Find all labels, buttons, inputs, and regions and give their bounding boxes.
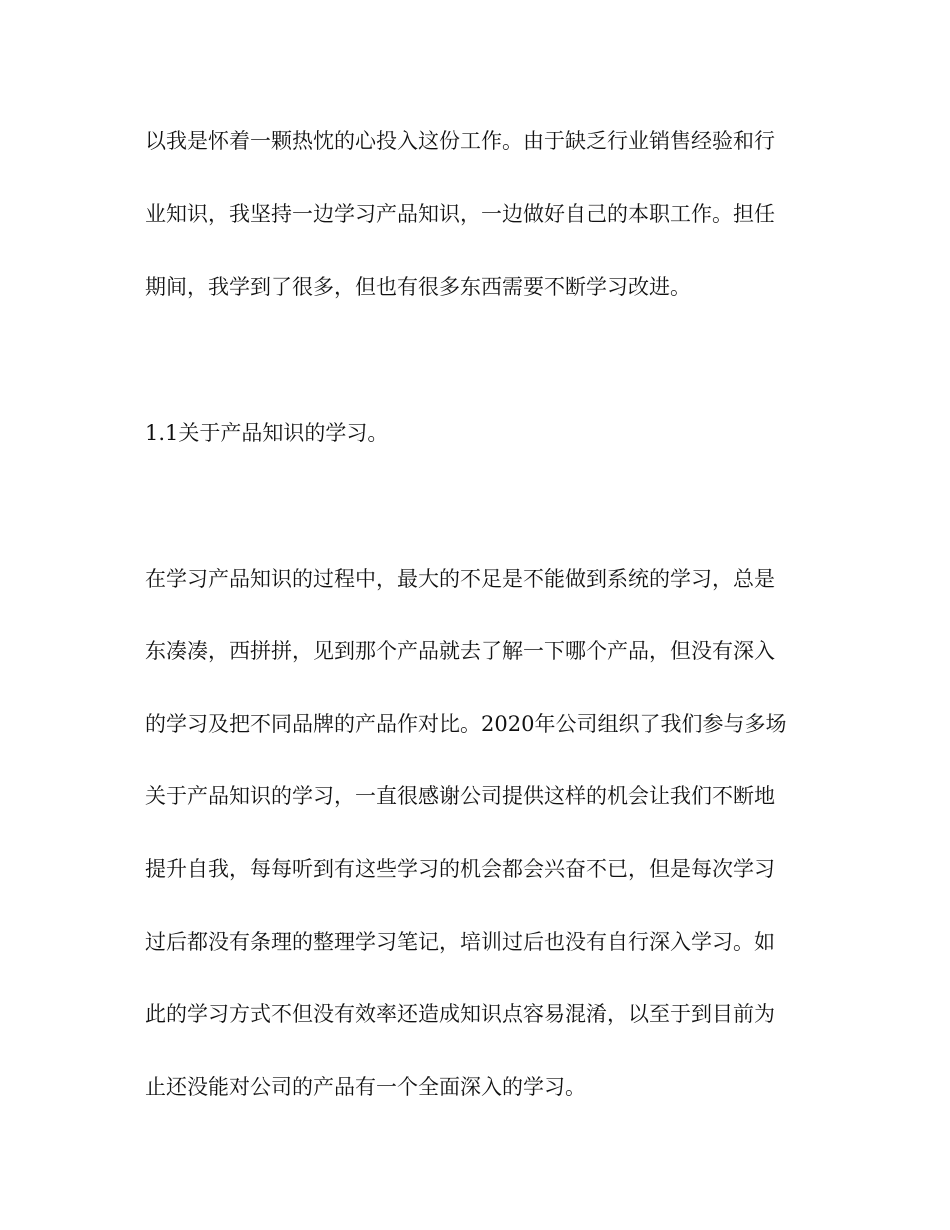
paragraph-2-line-7: 此的学习方式不但没有效率还造成知识点容易混淆，以至于到目前为 [145, 1002, 775, 1026]
paragraph-2-line-1: 在学习产品知识的过程中，最大的不足是不能做到系统的学习，总是 [145, 567, 775, 591]
paragraph-2-line-6: 过后都没有条理的整理学习笔记，培训过后也没有自行深入学习。如 [145, 930, 775, 954]
paragraph-2-line-2: 东凑凑，西拼拼，见到那个产品就去了解一下哪个产品，但没有深入 [145, 639, 775, 663]
paragraph-1-line-2: 业知识，我坚持一边学习产品知识，一边做好自己的本职工作。担任 [145, 202, 775, 226]
paragraph-2-line-5: 提升自我，每每听到有这些学习的机会都会兴奋不已，但是每次学习 [145, 857, 775, 881]
paragraph-1-line-1: 以我是怀着一颗热忱的心投入这份工作。由于缺乏行业销售经验和行 [145, 129, 775, 153]
paragraph-2-line-4: 关于产品知识的学习，一直很感谢公司提供这样的机会让我们不断地 [145, 784, 775, 808]
paragraph-1-line-3: 期间，我学到了很多，但也有很多东西需要不断学习改进。 [145, 275, 691, 299]
paragraph-2-line-8: 止还没能对公司的产品有一个全面深入的学习。 [145, 1075, 586, 1099]
paragraph-2-line-3: 的学习及把不同品牌的产品作对比。2020年公司组织了我们参与多场 [145, 712, 787, 736]
section-heading: 1.1关于产品知识的学习。 [145, 421, 389, 445]
